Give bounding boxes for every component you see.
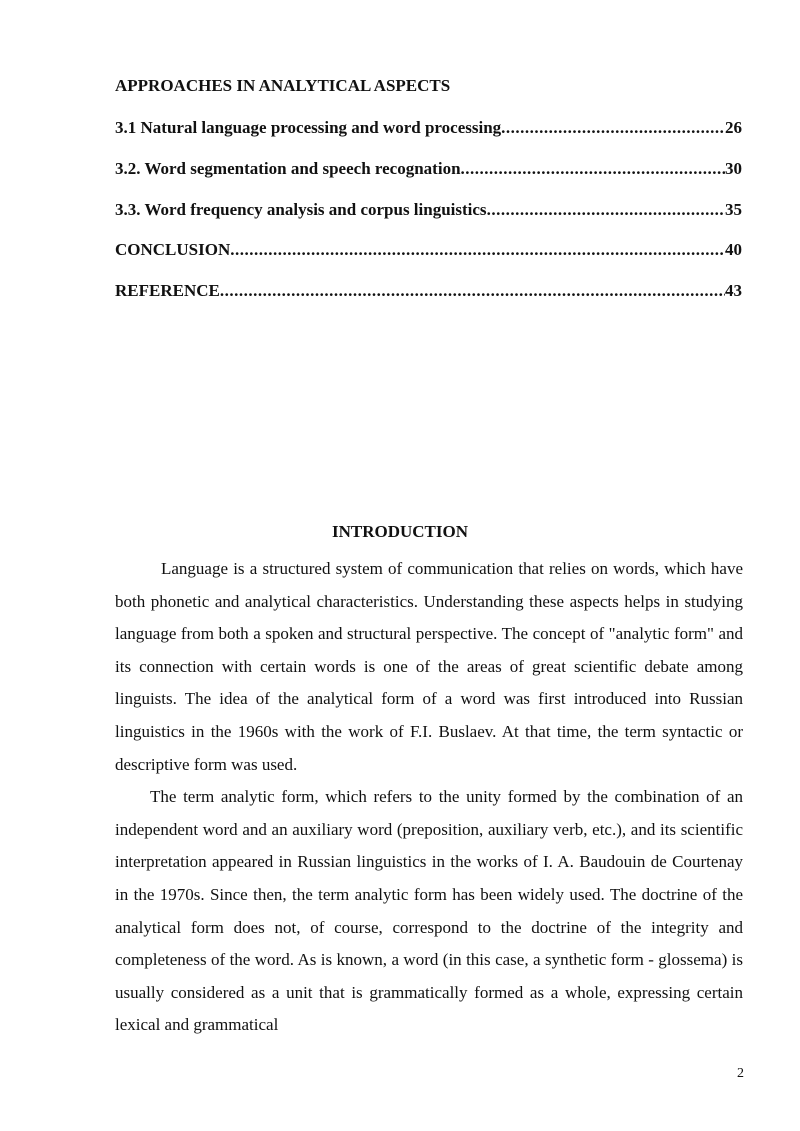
toc-entry-page: 43 — [725, 281, 742, 301]
toc-leader-dots — [487, 198, 725, 222]
toc-entry-page: 26 — [725, 118, 742, 137]
page-number: 2 — [737, 1066, 744, 1081]
toc-entry-title: REFERENCE — [115, 281, 220, 301]
body-paragraph: The term analytic form, which refers to the unity formed by the combination of an independent word and an auxiliary word (preposition, auxiliary verb, etc.), and its scientific interpretation appeared in Russian linguistics in the works of I. A. Baudouin de Courtenay in the 1970s. Since then, the term analytic form has been widely used. The doctrine of the analytical form does not, of course, correspond to the doctrine of the integrity and completeness of the word. As is known, a word (in this case, a synthetic form - glossema) is usually considered as a unit that is grammatically formed as a whole, expressing certain lexical and grammatical — [115, 787, 743, 1035]
toc-entry-page: 30 — [725, 158, 742, 178]
introduction-title: INTRODUCTION — [331, 522, 469, 541]
table-of-contents — [115, 116, 742, 320]
body-paragraph: Language is a structured system of communication that relies on words, which have both phonetic and analytical characteristics. Understanding these aspects helps in studying language from both a spoken and structural perspective. The concept of "analytic form" and its connection with certain words is one of the areas of great scientific debate among linguists. The idea of the analytical form of a word was first introduced into Russian linguistics in the 1960s with the work of F.I. Buslaev. At that time, the term syntactic or descriptive form was used. — [115, 559, 743, 774]
toc-entry-title: 3.1 Natural language processing and word processing — [115, 118, 502, 137]
introduction-body — [115, 553, 743, 1042]
toc-entry-title: 3.2. Word segmentation and speech recognation — [115, 158, 461, 178]
toc-leader-dots — [230, 238, 725, 262]
toc-entry — [115, 116, 742, 157]
toc-entry — [115, 279, 742, 320]
toc-heading: APPROACHES IN ANALYTICAL ASPECTS — [115, 76, 451, 95]
toc-leader-dots — [501, 116, 725, 140]
toc-entry — [115, 198, 742, 239]
toc-entry — [115, 157, 742, 198]
toc-entry — [115, 238, 742, 279]
toc-entry-title: 3.3. Word frequency analysis and corpus linguistics — [115, 199, 487, 219]
toc-leader-dots — [461, 157, 725, 181]
toc-entry-page: 35 — [725, 199, 742, 219]
toc-leader-dots — [220, 279, 725, 303]
toc-entry-title: CONCLUSION — [115, 240, 231, 260]
toc-entry-page: 40 — [725, 240, 742, 260]
